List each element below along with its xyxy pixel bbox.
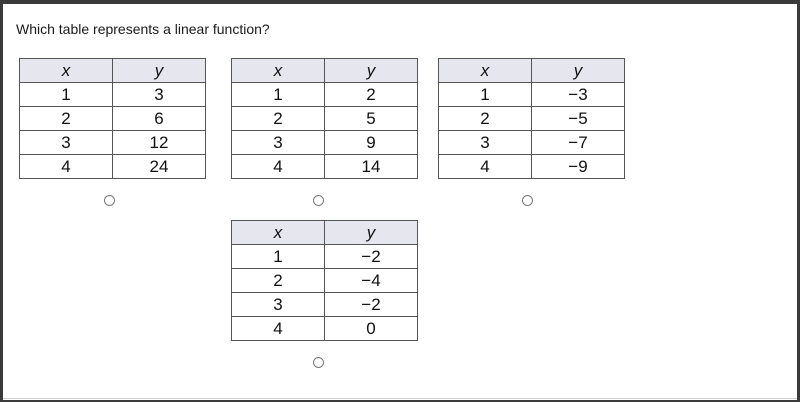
table-row — [20, 131, 206, 155]
table-row — [20, 155, 206, 179]
column-header-y: y — [325, 221, 418, 245]
answer-table-2 — [231, 58, 418, 179]
cell-y: −2 — [325, 293, 418, 317]
answer-option-2-radio[interactable] — [313, 195, 324, 206]
question-text: Which table represents a linear function? — [16, 21, 270, 37]
cell-x: 1 — [232, 245, 325, 269]
cell-x: 4 — [232, 317, 325, 341]
column-header-x: x — [232, 221, 325, 245]
table-header-row — [20, 59, 206, 83]
cell-y: −4 — [325, 269, 418, 293]
column-header-y: y — [113, 59, 206, 83]
table-row — [232, 245, 418, 269]
column-header-y: y — [325, 59, 418, 83]
column-header-x: x — [439, 59, 532, 83]
cell-y: −2 — [325, 245, 418, 269]
table-row — [20, 107, 206, 131]
cell-x: 4 — [20, 155, 113, 179]
cell-x: 3 — [439, 131, 532, 155]
cell-y: −7 — [532, 131, 625, 155]
answer-option-4-radio[interactable] — [313, 357, 324, 368]
cell-x: 4 — [232, 155, 325, 179]
cell-x: 3 — [232, 293, 325, 317]
table-header-row — [439, 59, 625, 83]
cell-y: −9 — [532, 155, 625, 179]
cell-y: 5 — [325, 107, 418, 131]
cell-x: 2 — [232, 269, 325, 293]
table-row — [232, 293, 418, 317]
cell-x: 4 — [439, 155, 532, 179]
column-header-x: x — [232, 59, 325, 83]
cell-y: 9 — [325, 131, 418, 155]
column-header-x: x — [20, 59, 113, 83]
cell-x: 2 — [439, 107, 532, 131]
cell-x: 2 — [20, 107, 113, 131]
column-header-y: y — [532, 59, 625, 83]
cell-y: 12 — [113, 131, 206, 155]
cell-x: 1 — [439, 83, 532, 107]
cell-y: 0 — [325, 317, 418, 341]
cell-y: 2 — [325, 83, 418, 107]
table-row — [439, 155, 625, 179]
cell-y: 14 — [325, 155, 418, 179]
table-row — [232, 131, 418, 155]
table-row — [439, 131, 625, 155]
cell-x: 2 — [232, 107, 325, 131]
table-header-row — [232, 221, 418, 245]
table-row — [439, 83, 625, 107]
answer-table-3 — [438, 58, 625, 179]
cell-x: 1 — [232, 83, 325, 107]
answer-option-3-radio[interactable] — [522, 195, 533, 206]
answer-table-4 — [231, 220, 418, 341]
table-row — [232, 269, 418, 293]
cell-y: −3 — [532, 83, 625, 107]
cell-y: −5 — [532, 107, 625, 131]
window-frame-top — [0, 0, 800, 4]
cell-y: 3 — [113, 83, 206, 107]
cell-x: 1 — [20, 83, 113, 107]
table-row — [20, 83, 206, 107]
bottom-divider — [3, 398, 797, 399]
table-header-row — [232, 59, 418, 83]
table-row — [232, 107, 418, 131]
window-frame-left — [0, 0, 3, 402]
cell-x: 3 — [20, 131, 113, 155]
cell-y: 6 — [113, 107, 206, 131]
table-row — [232, 155, 418, 179]
answer-option-1-radio[interactable] — [104, 195, 115, 206]
table-row — [439, 107, 625, 131]
answer-table-1 — [19, 58, 206, 179]
table-row — [232, 83, 418, 107]
table-row — [232, 317, 418, 341]
cell-y: 24 — [113, 155, 206, 179]
cell-x: 3 — [232, 131, 325, 155]
